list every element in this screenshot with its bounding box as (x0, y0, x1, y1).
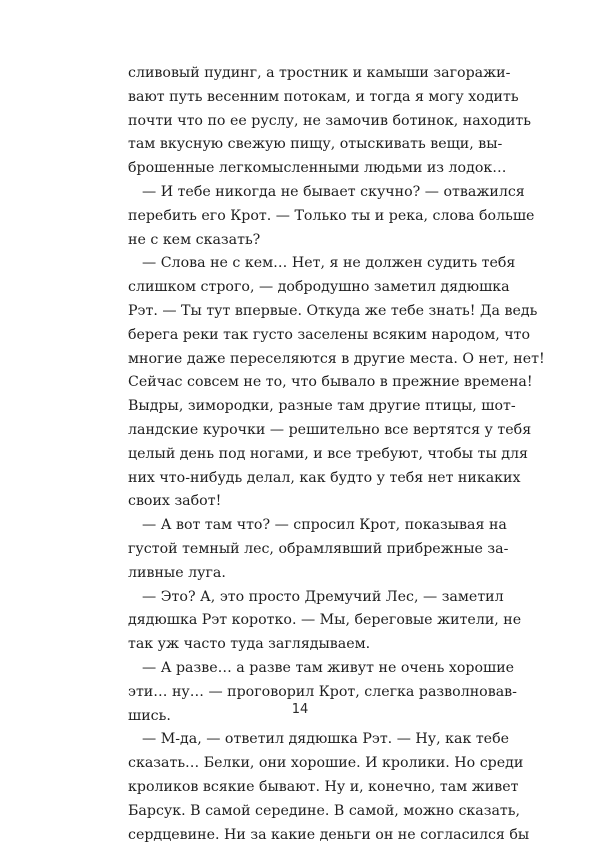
text-line: дядюшка Рэт коротко. — Мы, береговые жители, не (128, 609, 488, 633)
page-number: 14 (0, 702, 600, 717)
text-line: слишком строго, — добродушно заметил дядюшка (128, 276, 488, 300)
text-line: ландские курочки — решительно все вертятся у тебя (128, 419, 488, 443)
text-line: не с кем сказать? (128, 229, 488, 253)
text-line: кроликов всякие бывают. Ну и, конечно, там живет (128, 776, 488, 800)
text-line: целый день под ногами, и все требуют, чтобы ты для (128, 443, 488, 467)
text-line: Барсук. В самой середине. В самой, можно сказать, (128, 800, 488, 824)
text-line: шись. (128, 705, 488, 729)
text-line: — А вот там что? — спросил Крот, показывая на (128, 514, 488, 538)
text-line: сказать… Белки, они хорошие. И кролики. Но среди (128, 752, 488, 776)
text-line: — И тебе никогда не бывает скучно? — отважился (128, 181, 488, 205)
text-line: ливные луга. (128, 562, 488, 586)
text-line: эти… ну… — проговорил Крот, слегка разволновав- (128, 681, 488, 705)
text-line: — Это? А, это просто Дремучий Лес, — заметил (128, 586, 488, 610)
text-line: сливовый пудинг, а тростник и камыши загоражи- (128, 62, 488, 86)
text-line: там вкусную свежую пищу, отыскивать вещи, вы- (128, 133, 488, 157)
text-line: берега реки так густо заселены всяким народом, что (128, 324, 488, 348)
text-line: перебить его Крот. — Только ты и река, слова больше (128, 205, 488, 229)
text-line: своих забот! (128, 490, 488, 514)
text-line: — М-да, — ответил дядюшка Рэт. — Ну, как тебе (128, 728, 488, 752)
text-line: Рэт. — Ты тут впервые. Откуда же тебе знать! Да ведь (128, 300, 488, 324)
text-line: — Слова не с кем… Нет, я не должен судить тебя (128, 252, 488, 276)
text-line: Сейчас совсем не то, что бывало в прежние времена! (128, 371, 488, 395)
text-line: многие даже переселяются в другие места. О нет, нет! (128, 348, 488, 372)
text-line: Выдры, зимородки, разные там другие птицы, шот- (128, 395, 488, 419)
text-line: — А разве… а разве там живут не очень хорошие (128, 657, 488, 681)
text-line: сердцевине. Ни за какие деньги он не согласился бы (128, 824, 488, 847)
body-text (128, 62, 488, 847)
text-line: густой темный лес, обрамлявший прибрежные за- (128, 538, 488, 562)
text-line: них что-нибудь делал, как будто у тебя нет никаких (128, 467, 488, 491)
text-line: так уж часто туда заглядываем. (128, 633, 488, 657)
text-line: почти что по ее руслу, не замочив ботинок, находить (128, 110, 488, 134)
text-line: вают путь весенним потокам, и тогда я могу ходить (128, 86, 488, 110)
text-line: брошенные легкомысленными людьми из лодок… (128, 157, 488, 181)
